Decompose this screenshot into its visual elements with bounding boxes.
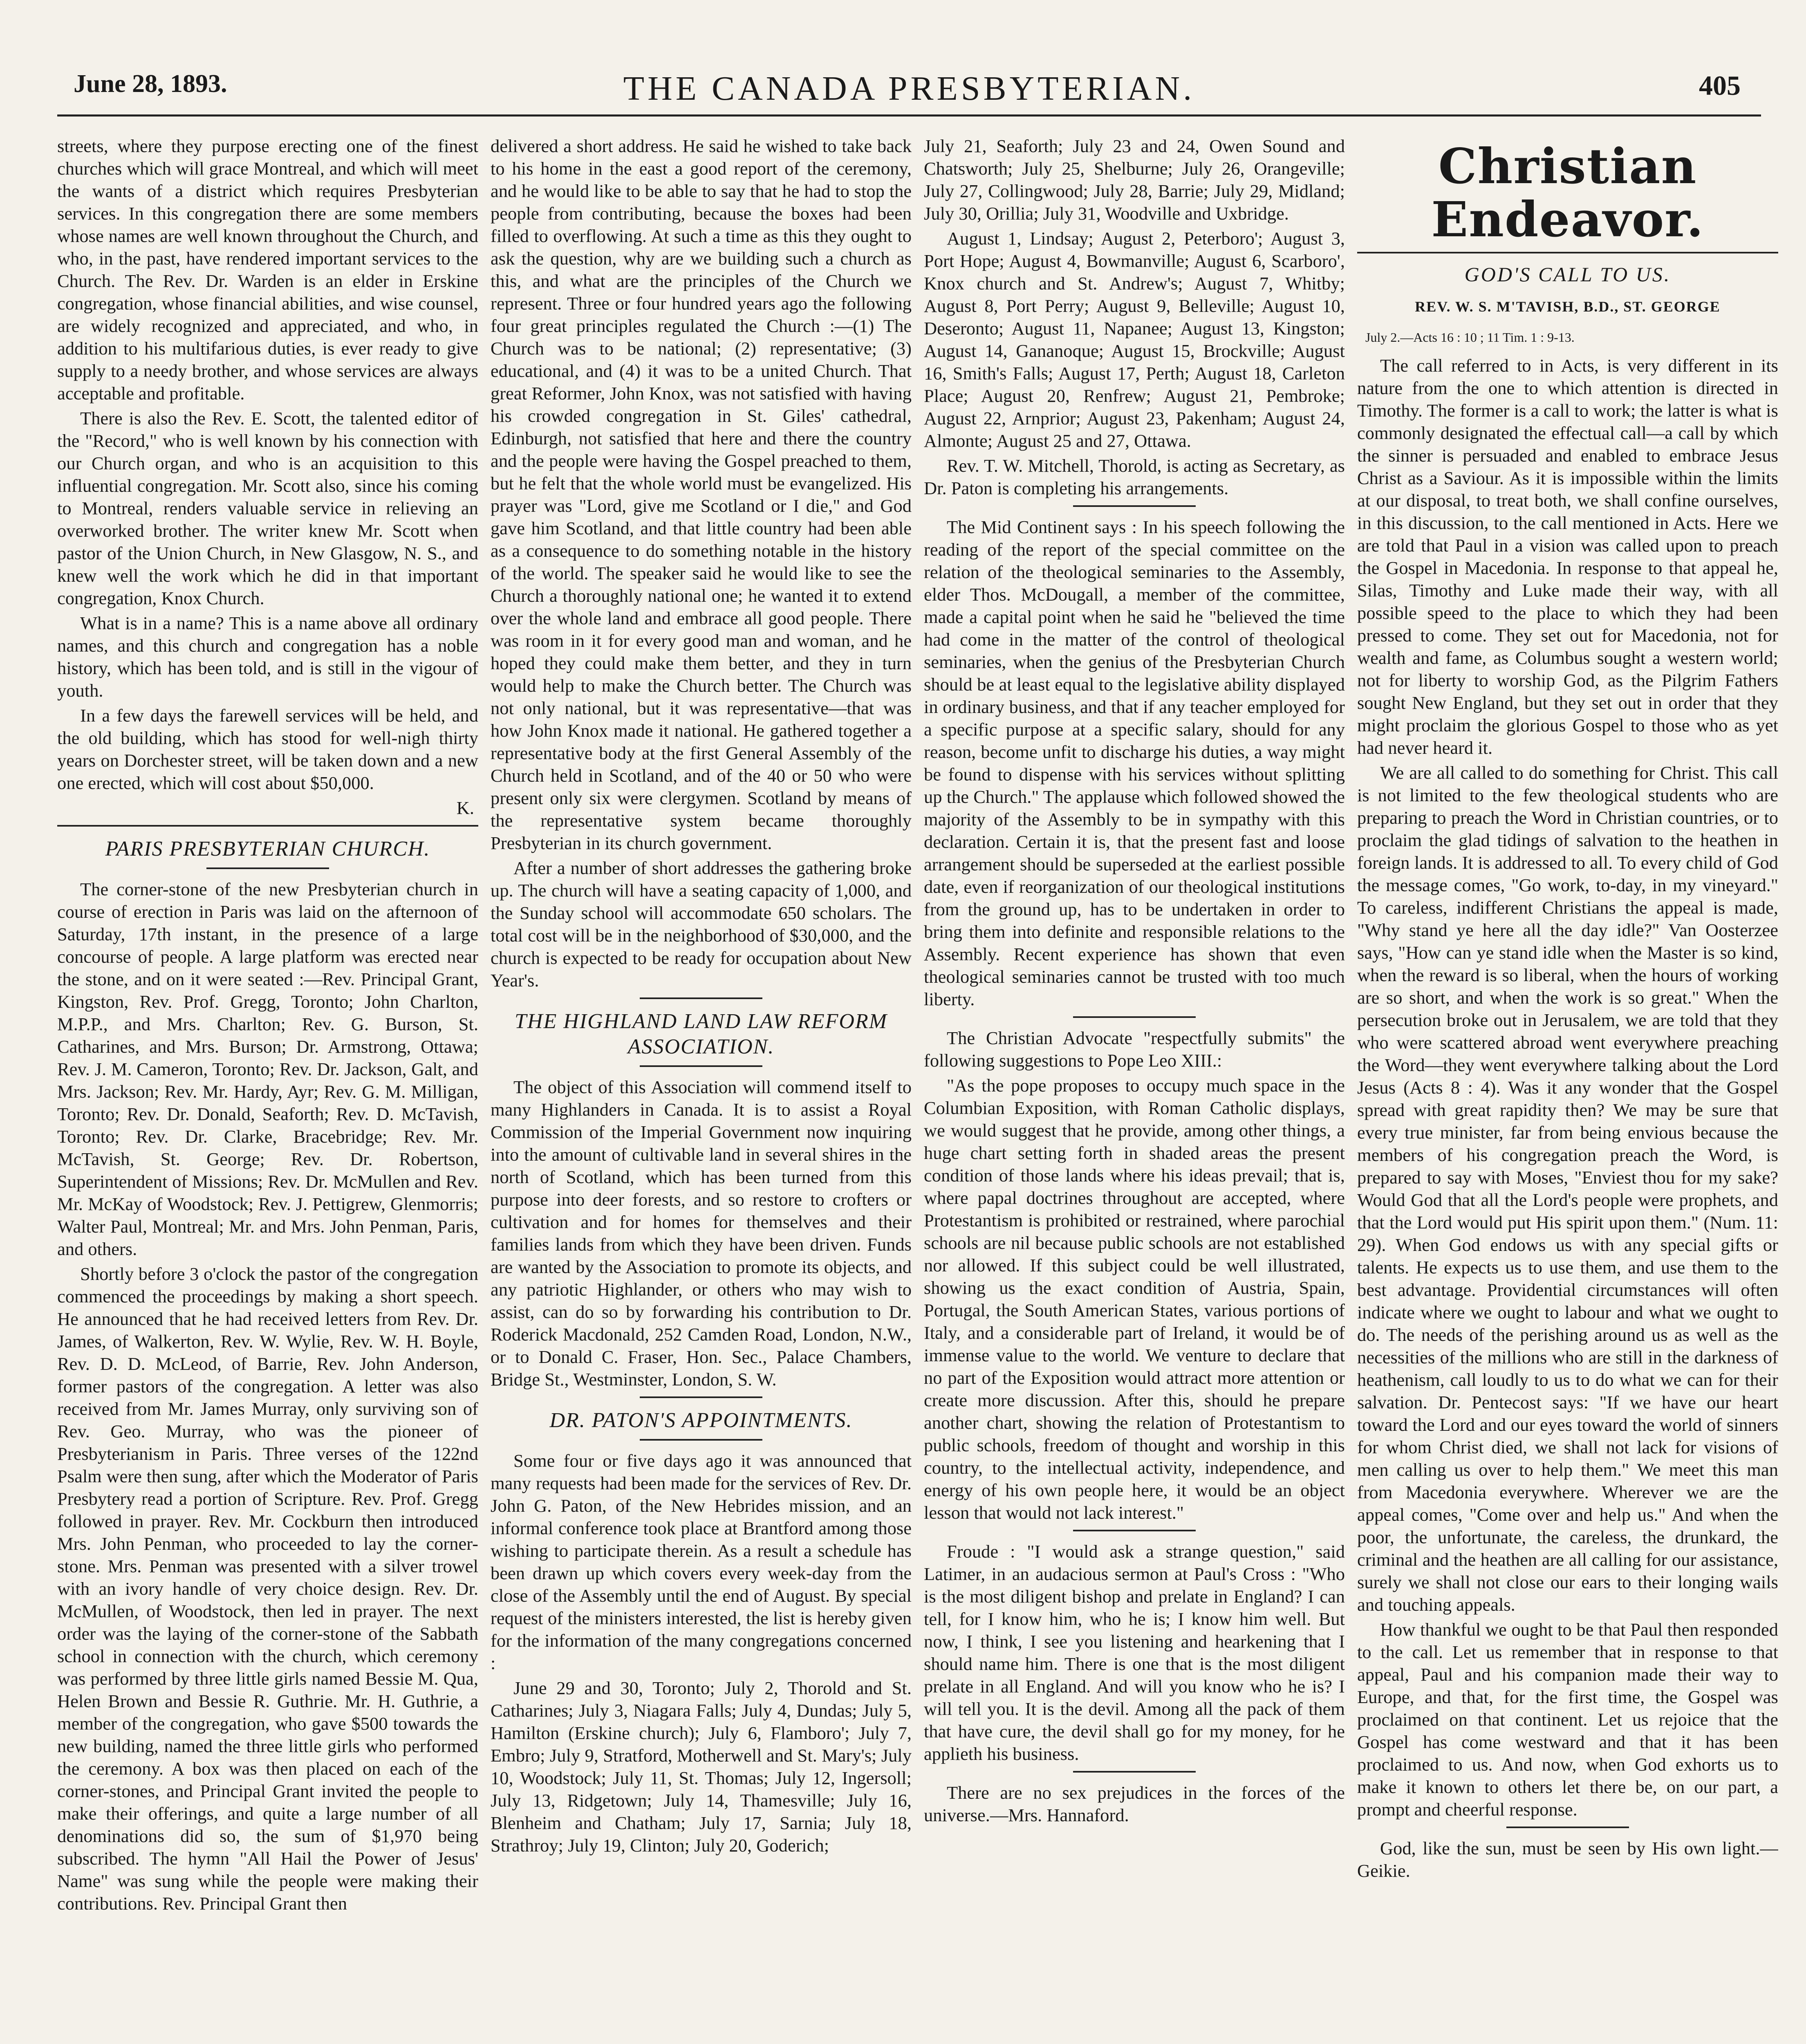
- article-paragraph: There are no sex prejudices in the forces of the universe.—Mrs. Hannaford.: [924, 1782, 1345, 1825]
- heading-rule: [640, 1065, 762, 1067]
- article-paragraph: What is in a name? This is a name above all ordinary names, and this church and congregation has a noble history, which has been told, and is still in the vigour of youth.: [57, 613, 478, 701]
- article-paragraph: Some four or five days ago it was announced that many requests had been made for the services of Rev. Dr. John G. Paton, of the New Hebrides mission, and an informal conference took place at Brantford among those wishing to participate therein. As a result a schedule has been drawn up which covers every week-day from the close of the Assembly until the end of August. By special request of the ministers interested, the list is hereby given for the information of the many congregations concerned :: [491, 1450, 912, 1673]
- article-paragraph: The object of this Association will commend itself to many Highlanders in Canada. It is to assist a Royal Commission of the Imperial Government now inquiring into the amount of cultivable land in several shires in the north of Scotland, which has been turned from this purpose into deer forests, and so restore to crofters or cultivation and for homes for themselves and their families lands from which they have been driven. Funds are wanted by the Association to promote its objects, and any patriotic Highlander, or others who may wish to assist, can do so by forwarding his contribution to Dr. Roderick Macdonald, 252 Camden Road, London, N.W., or to Donald C. Fraser, Hon. Sec., Palace Chambers, Bridge St., Westminster, London, S. W.: [491, 1077, 912, 1390]
- christian-endeavor-title: Christian Endeavor.: [1431, 138, 1704, 248]
- paris-church-heading: PARIS PRESBYTERIAN CHURCH.: [105, 837, 430, 861]
- section-divider: [1073, 1771, 1196, 1773]
- paton-appointments-heading: DR. PATON'S APPOINTMENTS.: [549, 1409, 853, 1432]
- article-signature: K.: [456, 798, 474, 818]
- article-paragraph: "As the pope proposes to occupy much space in the Columbian Exposition, with Roman Catholic displays, we would suggest that he provide, among other things, a huge chart setting forth in shaded areas the present condition of those lands where his ideas prevail; that is, where papal doctrines throughout are accepted, where Protestantism is prohibited or restrained, where parochial schools are nil because public schools are not established nor allowed. If this subject could be well illustrated, showing us the exact condition of Austria, Spain, Portugal, the South American States, various portions of Italy, and a considerable part of Ireland, it would be of immense value to the world. We venture to declare that no part of the Exposition would attract more attention or create more discussion. After this, should he prepare another chart, showing the relation of Protestantism to public schools, freedom of thought and worship in this country, to the intellectual activity, independence, and energy of his own people here, it would be an object lesson that would not lack interest.": [924, 1075, 1345, 1523]
- article-paragraph: delivered a short address. He said he wished to take back to his home in the east a good report of the ceremony, and he would like to be able to say that he had to stop the people from contributing, because the boxes had been filled to overflowing. At such a time as this they ought to ask the question, why are we building such a church as this, and what are the principles of the Church we represent. Three or four hundred years ago the following four great principles regulated the Church :—(1) The Church was to be national; (2) representative; (3) educational, and (4) it was to be a united Church. That great Reformer, John Knox, was not satisfied with having his crowded congregation in St. Giles' cathedral, Edinburgh, not satisfied that here and there the country and the people were having the Gospel preached to them, but he felt that the whole world must be evangelized. His prayer was "Lord, give me Scotland or I die," and God gave him Scotland, and that little country had been able as a consequence to do something notable in the history of the world. The speaker said he would like to see the Church a thoroughly national one; he wanted it to extend over the whole land and embrace all good people. There was room in it for every good man and woman, and he hoped they could make them better, and they in turn would help to make the Church better. The Church was not only national, but it was representative—that was how John Knox made it national. He gathered together a representative body at the first General Assembly of the Church held in Scotland, and of the 40 or 50 who were present only six were clergymen. Scotland by means of the representative system became thoroughly Presbyterian in its church government.: [491, 136, 912, 853]
- article-paragraph: We are all called to do something for Christ. This call is not limited to the few theological students who are preparing to preach the Word in Christian countries, or to proclaim the glad tidings of salvation to the heathen in foreign lands. It is addressed to all. To every child of God the message comes, "Go work, to-day, in my vineyard." To careless, indifferent Christians the appeal is made, "Why stand ye here all the day idle?" Van Oosterzee says, "How can ye stand idle when the Master is so kind, when the reward is so liberal, when the hours of working are so short, and when the work is so great." When the persecution broke out in Jerusalem, we are told that they who were scattered abroad went everywhere preaching the Word—they went everywhere talking about the Lord Jesus (Acts 8 : 4). Was it any wonder that the Gospel spread with great rapidity then? We may be sure that every true minister, far from being envious because the members of his congregation preach the Word, is prepared to say with Moses, "Enviest thou for my sake? Would God that all the Lord's people were prophets, and that the Lord would put His spirit upon them." (Num. 11: 29). When God endows us with any special gifts or talents. He expects us to use them, and use them to the best advantage. Providential circumstances will often indicate where we ought to labour and what we ought to do. The needs of the perishing around us as well as the necessities of the millions who are still in the darkness of heathenism, call loudly to us to do what we can for their salvation. Dr. Pentecost says: "If we have our heart toward the Lord and our eyes toward the world of sinners for whom Christ died, we shall not lack for visions of men calling us over to help them." We meet this man from Macedonia everywhere. Wherever we are the appeal comes, "Come over and help us." And when the poor, the unfortunate, the careless, the drunkard, the criminal and the heathen are all calling for our assistance, surely we shall not close our ears to their longing wails and touching appeals.: [1357, 762, 1778, 1615]
- article-paragraph: In a few days the farewell services will be held, and the old building, which has stood for well-nigh thirty years on Dorchester street, will be taken down and a new one erected, which will cost about $50,000.: [57, 705, 478, 793]
- article-columns: [57, 135, 1778, 2044]
- section-divider: [1357, 252, 1778, 253]
- gods-call-subtitle: GOD'S CALL TO US.: [1464, 263, 1671, 286]
- column-1: [57, 135, 478, 2044]
- section-divider: [57, 825, 478, 827]
- column-4: [1357, 135, 1778, 2044]
- article-paragraph: streets, where they purpose erecting one of the finest churches which will grace Montreal, and which will meet the wants of a district which requires Presbyterian services. In this congregation there are some members whose names are well known throughout the Church, and who, in the past, have rendered important services to the Church. The Rev. Dr. Warden is an elder in Erskine congregation, whose financial abilities, and wise counsel, are widely recognized and appreciated, and who, in addition to his multifarious duties, is ever ready to give supply to a needy brother, and whose services are always acceptable and profitable.: [57, 136, 478, 403]
- section-divider: [1506, 1827, 1629, 1828]
- page-number: 405: [1699, 70, 1741, 101]
- article-paragraph: The corner-stone of the new Presbyterian church in course of erection in Paris was laid on the afternoon of Saturday, 17th instant, in the presence of a large concourse of people. A large platform was erected near the stone, and on it were seated :—Rev. Principal Grant, Kingston, Rev. Prof. Gregg, Toronto; John Charlton, M.P.P., and Mrs. Charlton; Rev. G. Burson, St. Catharines, and Mrs. Burson; Dr. Armstrong, Ottawa; Rev. J. M. Cameron, Toronto; Rev. Dr. Jackson, Galt, and Mrs. Jackson; Rev. Mr. Hardy, Ayr; Rev. G. M. Milligan, Toronto; Rev. Dr. Donald, Seaforth; Rev. D. McTavish, Toronto; Rev. Dr. Clarke, Bracebridge; Rev. Mr. McTavish, St. George; Rev. Dr. Robertson, Superintendent of Missions; Rev. Dr. McMullen and Rev. Mr. McKay of Woodstock; Rev. J. Pettigrew, Glenmorris; Walter Paul, Montreal; Mr. and Mrs. John Penman, Paris, and others.: [57, 879, 478, 1259]
- section-divider: [640, 997, 762, 999]
- article-paragraph: Froude : "I would ask a strange question," said Latimer, in an audacious sermon at Paul's Cross : "Who is the most diligent bishop and prelate in England? I can tell, for I know him, who he is; I know him well. But now, I think, I see you listening and hearkening that I should name him. There is one that is the most diligent prelate in all England. And will you know who he is? I will tell you. It is the devil. Among all the pack of them that have cure, the devil shall go for my money, for he applieth his business.: [924, 1541, 1345, 1764]
- issue-date: June 28, 1893.: [74, 70, 227, 98]
- highland-land-law-heading: THE HIGHLAND LAND LAW REFORM ASSOCIATION.: [514, 1010, 888, 1058]
- article-paragraph: August 1, Lindsay; August 2, Peterboro'; August 3, Port Hope; August 4, Bowmanville; August 6, Scarboro', Knox church and St. Andrew's; August 7, Whitby; August 8, Port Perry; August 9, Belleville; August 10, Deseronto; August 11, Napanee; August 13, Kingston; August 14, Gananoque; August 15, Brockville; August 16, Smith's Falls; August 17, Perth; August 18, Carleton Place; August 20, Renfrew; August 21, Pembroke; August 22, Arnprior; August 23, Pakenham; August 24, Almonte; August 25 and 27, Ottawa.: [924, 228, 1345, 451]
- article-paragraph: There is also the Rev. E. Scott, the talented editor of the "Record," who is well known by his connection with our Church organ, and who is an acquisition to this influential congregation. Mr. Scott also, since his coming to Montreal, renders valuable service in relieving an overworked brother. The writer knew Mr. Scott when pastor of the Union Church, in New Glasgow, N. S., and knew well the work which he did in that important congregation, Knox Church.: [57, 408, 478, 608]
- publication-title: THE CANADA PRESBYTERIAN.: [623, 69, 1195, 108]
- scripture-reference: July 2.—Acts 16 : 10 ; 11 Tim. 1 : 9-13.: [1365, 330, 1575, 345]
- article-paragraph: Shortly before 3 o'clock the pastor of the congregation commenced the proceedings by making a short speech. He announced that he had received letters from Rev. Dr. James, of Walkerton, Rev. W. Wylie, Rev. W. H. Boyle, Rev. D. D. McLeod, of Barrie, Rev. John Anderson, former pastors of the congregation. A letter was also received from Mr. James Murray, only surviving son of Rev. Geo. Murray, who was the pioneer of Presbyterianism in Paris. Three verses of the 122nd Psalm were then sung, after which the Moderator of Paris Presbytery read a portion of Scripture. Rev. Prof. Gregg followed in prayer. Rev. Mr. Cockburn then introduced Mrs. John Penman, who proceeded to lay the corner-stone. Mrs. Penman was presented with a silver trowel with an ivory handle of very choice design. Rev. Dr. McMullen, of Woodstock, then led in prayer. The next order was the laying of the corner-stone of the Sabbath school in connection with the church, which ceremony was performed by three little girls named Bessie M. Qua, Helen Brown and Bessie R. Guthrie. Mr. H. Guthrie, a member of the congregation, who gave $500 towards the new building, named the three little girls who performed the ceremony. A box was then placed on each of the corner-stones, and Principal Grant invited the people to make their offerings, and quite a large number of all denominations did so, the sum of $1,970 being subscribed. The hymn "All Hail the Power of Jesus' Name" was sung while the people were making their contributions. Rev. Principal Grant then: [57, 1264, 478, 1914]
- column-2: [491, 135, 912, 2044]
- article-paragraph: July 21, Seaforth; July 23 and 24, Owen Sound and Chatsworth; July 25, Shelburne; July 26, Orangeville; July 27, Collingwood; July 28, Barrie; July 29, Midland; July 30, Orillia; July 31, Woodville and Uxbridge.: [924, 136, 1345, 224]
- section-divider: [1073, 1530, 1196, 1531]
- heading-rule: [640, 1439, 762, 1441]
- article-paragraph: The Christian Advocate "respectfully submits" the following suggestions to Pope Leo XIII.:: [924, 1028, 1345, 1071]
- section-divider: [1073, 505, 1196, 507]
- masthead: [57, 61, 1761, 117]
- article-paragraph: God, like the sun, must be seen by His own light.—Geikie.: [1357, 1838, 1778, 1881]
- article-paragraph: After a number of short addresses the gathering broke up. The church will have a seating capacity of 1,000, and the Sunday school will accommodate 650 scholars. The total cost will be in the neighborhood of $30,000, and the church is expected to be ready for occupation about New Year's.: [491, 858, 912, 991]
- section-divider: [1073, 1016, 1196, 1018]
- article-paragraph: How thankful we ought to be that Paul then responded to the call. Let us remember that in response to that appeal, Paul and his companion made their way to Europe, and that, for the first time, the Gospel was proclaimed on that continent. Let us rejoice that the Gospel has come westward and that it has been proclaimed to us. And now, when God exhorts us to make it known to others let there be, on our part, a prompt and cheerful response.: [1357, 1619, 1778, 1820]
- article-paragraph: The Mid Continent says : In his speech following the reading of the report of the special committee on the relation of the theological seminaries to the Assembly, elder Thos. McDougall, a member of the committee, made a capital point when he said he "believed the time had come in the matter of the control of theological seminaries, when the genius of the Presbyterian Church should be at least equal to the legislative ability displayed in ordinary business, and that if any teacher employed for a specific purpose at a specific salary, should for any reason, become unfit to discharge his duties, a way might be found to dispense with his services without splitting up the Church." The applause which followed showed the majority of the Assembly to be in sympathy with this declaration. Certain it is, that the present fast and loose arrangement should be superseded at the earliest possible date, even if reorganization of our theological institutions from the ground up, has to be undertaken in order to bring them into definite and responsible relations to the Assembly. Recent experience has shown that even theological seminaries cannot be trusted with too much liberty.: [924, 517, 1345, 1009]
- article-paragraph: The call referred to in Acts, is very different in its nature from the one to which attention is directed in Timothy. The former is a call to work; the latter is what is commonly designated the effectual call—a call by which the sinner is persuaded and enabled to embrace Jesus Christ as a Saviour. As it is impossible within the limits at our disposal, to treat both, we shall confine ourselves, in this discussion, to the call mentioned in Acts. Here we are told that Paul in a vision was called upon to preach the Gospel in Macedonia. In response to that appeal he, Silas, Timothy and Luke made their way, with all possible speed to the place to which they had been pressed to come. They set out for Macedonia, not for wealth and fame, as Columbus sought a western world; not for liberty to worship God, as the Pilgrim Fathers sought New England, but they set out in order that they might proclaim the glorious Gospel to those who as yet had never heard it.: [1357, 355, 1778, 758]
- article-author: REV. W. S. M'TAVISH, B.D., ST. GEORGE: [1415, 298, 1721, 315]
- heading-rule: [206, 867, 329, 869]
- column-3: [924, 135, 1345, 2044]
- section-divider: [640, 1396, 762, 1398]
- article-paragraph: Rev. T. W. Mitchell, Thorold, is acting as Secretary, as Dr. Paton is completing his arrangements.: [924, 455, 1345, 498]
- article-paragraph: June 29 and 30, Toronto; July 2, Thorold and St. Catharines; July 3, Niagara Falls; July 4, Dundas; July 5, Hamilton (Erskine church); July 6, Flamboro'; July 7, Embro; July 9, Stratford, Motherwell and St. Mary's; July 10, Woodstock; July 11, St. Thomas; July 12, Ingersoll; July 13, Ridgetown; July 14, Thamesville; July 16, Blenheim and Chatham; July 17, Sarnia; July 18, Strathroy; July 19, Clinton; July 20, Goderich;: [491, 1678, 912, 1856]
